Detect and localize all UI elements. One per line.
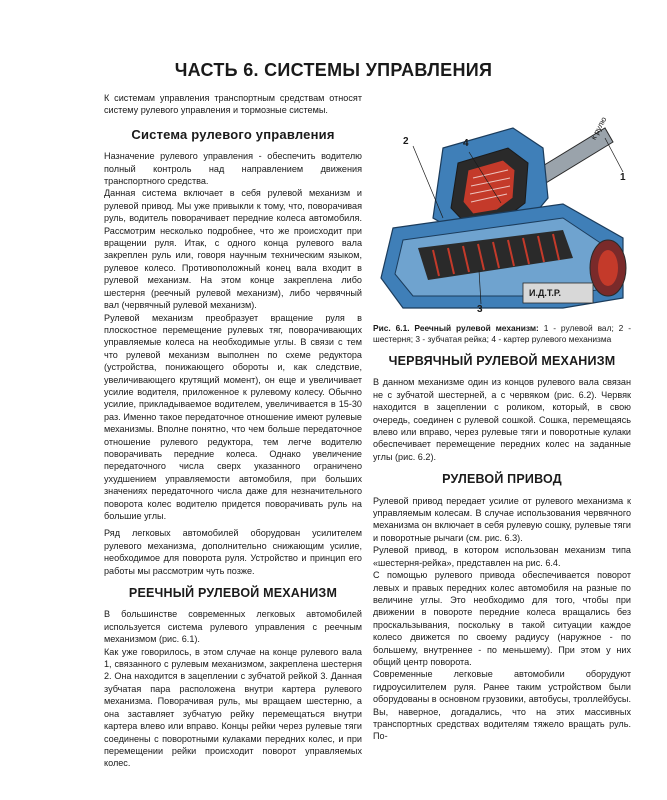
paragraph: Данная система включает в себя рулевой механизм и рулевой привод. Мы уже привыкли к тому, что, поворачивая руль, водитель поворачивает передние колеса автомобиля. Рассмотрим несколько подробнее, что же происходит при вращении руля. Итак, с одного конца рулевого вала закреплен руль или, говоря научным техническим языком, рулевое колесо. Противоположный конец вала входит в рулевой механизм. На этом конце закреплена либо шестерня (реечный рулевой механизм), либо червячный вал (червячный рулевой механизм). [104, 188, 362, 311]
paragraph: Рулевой привод, в котором использован механизм типа «шестерня-рейка», представлен на рис. 6.4. [373, 545, 631, 568]
left-column [104, 92, 362, 770]
paragraph: В данном механизме один из концов рулевого вала связан не с зубчатой шестерней, а с червяком (рис. 6.2). Червяк находится в зацеплении с роликом, который, в свою очередь, соединен с рулевой сошкой. Сошка, перемещаясь влево или вправо, через рулевые тяги и поворотные кулаки обеспечивает перемещение передних колес на заданные углы (рис. 6.2). [373, 377, 631, 462]
intro-paragraph: К системам управления транспортным средствам относят систему рулевого управления и тормозные системы. [104, 93, 362, 116]
callout-label: 2 [403, 136, 409, 147]
housing-stamp: И.Д.Т.Р. [529, 288, 562, 298]
page-title: ЧАСТЬ 6. СИСТЕМЫ УПРАВЛЕНИЯ [174, 60, 493, 80]
figure-caption [373, 323, 631, 345]
figure-caption-title: Рис. 6.1. Реечный рулевой механизм: [373, 323, 539, 333]
paragraph: Ряд легковых автомобилей оборудован усилителем рулевого механизма, дополнительно снижающим усилие, необходимое для поворота руля. Устройство и принцип его работы мы рассмотрим чуть позже. [104, 528, 362, 576]
paragraph: С помощью рулевого привода обеспечивается поворот левых и правых передних колес автомобиля на разные по величине углы. Это необходимо для того, чтобы при движении в повороте передние колеса вращались без проскальзывания, поскольку в такой ситуации каждое колесо движется по своему радиусу (наружное - по большему, внутреннее - по меньшему). При этом у них общий центр поворота. [373, 570, 631, 667]
callout-label: 4 [463, 138, 469, 149]
paragraph: Современные легковые автомобили оборудуют гидроусилителем руля. Ранее таким устройством были оборудованы в основном грузовики, автобусы, троллейбусы. Вы, наверное, догадались, что на этих массивных транспортных средствах водителям тяжело вращать руль. По- [373, 669, 631, 742]
paragraph: Рулевой механизм преобразует вращение руля в плоскостное перемещение рулевых тяг, поворачивающих управляемые колеса на необходимые углы. В связи с тем что рулевой механизм выполнен по схеме редуктора (устройства, понижающего обороты и, как следствие, увеличивающего крутящий момент), он еще и увеличивает усилие водителя, приложенное к рулевому колесу. Обычно усилие, прикладываемое водителем, увеличивается в 15-30 раз. Именно такое передаточное отношение имеют рулевые механизмы. Вполне понятно, что чем больше передаточное отношение рулевого редуктора, тем легче водителю поворачивать передние колеса. Однако увеличение передаточного числа сверх указанного ограничено ухудшением управляемости автомобиля, при больших значениях передаточного числа даже для незначительного поворота колес водителю придется поворачивать руль на большие углы. [104, 312, 362, 521]
paragraph: Рулевой привод передает усилие от рулевого механизма к управляемым колесам. В случае использования червячного механизма он включает в себя рулевую сошку, рулевые тяги и поворотные рычаги (см. рис. 6.3). [373, 495, 631, 543]
direction-label: к рулю [588, 115, 609, 142]
figure-caption-text: 1 - рулевой вал; 2 - шестерня; 3 - зубчатая рейка; 4 - картер рулевого механизма [373, 323, 631, 344]
callout-label: 1 [620, 172, 626, 183]
section-heading-worm-mechanism: ЧЕРВЯЧНЫЙ РУЛЕВОЙ МЕХАНИЗМ [388, 354, 616, 368]
section-heading-rack-mechanism: РЕЕЧНЫЙ РУЛЕВОЙ МЕХАНИЗМ [128, 586, 338, 601]
section-heading-steering-system: Система рулевого управления [131, 126, 335, 142]
right-column [373, 108, 631, 743]
rack-mechanism-illustration [373, 108, 631, 323]
section-heading-steering-drive: РУЛЕВОЙ ПРИВОД [442, 472, 562, 487]
paragraph: В большинстве современных легковых автомобилей используется система рулевого управления с реечным механизмом (рис. 6.1). [104, 609, 362, 645]
rack-mechanism-figure [373, 108, 631, 323]
callout-label: 3 [477, 304, 483, 315]
paragraph: Назначение рулевого управления - обеспечить водителю полный контроль над направлением движения транспортного средства. [104, 151, 362, 187]
paragraph: Как уже говорилось, в этом случае на конце рулевого вала 1, связанного с рулевым механизмом, закреплена шестерня 2. Она находится в зацеплении с зубчатой рейкой 3. Данная зубчатая пара расположена внутри картера рулевого механизма. Поворачивая руль, мы вращаем шестерню, а она заставляет зубчатую рейку перемещаться внутри картера влево или вправо. Концы рейки через рулевые тяги соединены с поворотными кулаками передних колес, и при перемещении рейки происходит поворот управляемых колес. [104, 646, 362, 769]
